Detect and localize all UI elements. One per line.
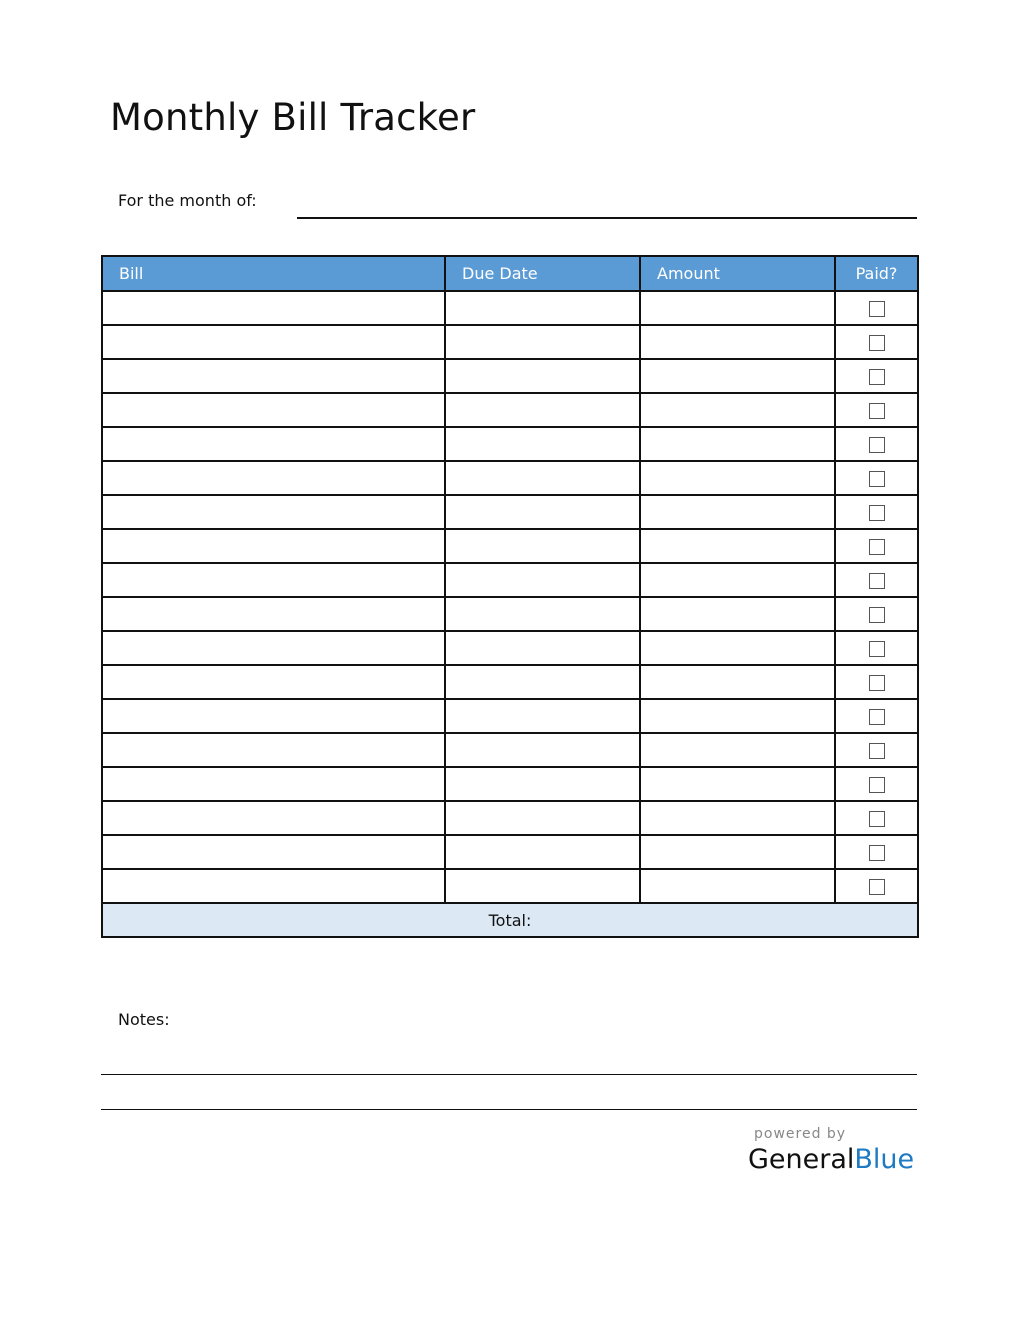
- bill-cell[interactable]: [102, 801, 445, 835]
- paid-cell[interactable]: [835, 325, 918, 359]
- amount-cell[interactable]: [640, 631, 835, 665]
- bill-cell[interactable]: [102, 291, 445, 325]
- due-date-cell[interactable]: [445, 699, 640, 733]
- amount-cell[interactable]: [640, 801, 835, 835]
- paid-checkbox[interactable]: [869, 437, 885, 453]
- bill-table: [101, 255, 919, 938]
- paid-checkbox[interactable]: [869, 675, 885, 691]
- notes-line-1[interactable]: [101, 1074, 917, 1075]
- table-row: [102, 767, 918, 801]
- table-row: [102, 801, 918, 835]
- due-date-cell[interactable]: [445, 869, 640, 903]
- due-date-cell[interactable]: [445, 563, 640, 597]
- paid-checkbox[interactable]: [869, 505, 885, 521]
- amount-cell[interactable]: [640, 869, 835, 903]
- paid-checkbox[interactable]: [869, 879, 885, 895]
- table-row: [102, 325, 918, 359]
- paid-checkbox[interactable]: [869, 607, 885, 623]
- amount-cell[interactable]: [640, 835, 835, 869]
- amount-cell[interactable]: [640, 461, 835, 495]
- paid-cell[interactable]: [835, 291, 918, 325]
- table-row: [102, 529, 918, 563]
- amount-cell[interactable]: [640, 325, 835, 359]
- total-label: Total:: [488, 910, 532, 930]
- total-cell: [102, 903, 918, 937]
- amount-cell[interactable]: [640, 359, 835, 393]
- bill-cell[interactable]: [102, 427, 445, 461]
- bill-cell[interactable]: [102, 869, 445, 903]
- due-date-cell[interactable]: [445, 767, 640, 801]
- amount-cell[interactable]: [640, 665, 835, 699]
- paid-checkbox[interactable]: [869, 709, 885, 725]
- table-header-row: [102, 256, 918, 291]
- table-row: [102, 291, 918, 325]
- column-header-amount: Amount: [640, 256, 835, 291]
- bill-cell[interactable]: [102, 767, 445, 801]
- table-row: [102, 495, 918, 529]
- paid-cell[interactable]: [835, 529, 918, 563]
- bill-cell[interactable]: [102, 359, 445, 393]
- amount-cell[interactable]: [640, 597, 835, 631]
- brand-blue: Blue: [854, 1144, 915, 1175]
- bill-cell[interactable]: [102, 699, 445, 733]
- page-title: Monthly Bill Tracker: [110, 96, 476, 139]
- paid-cell[interactable]: [835, 733, 918, 767]
- column-header-paid: Paid?: [835, 256, 918, 291]
- paid-cell[interactable]: [835, 461, 918, 495]
- due-date-cell[interactable]: [445, 359, 640, 393]
- due-date-cell[interactable]: [445, 495, 640, 529]
- bill-cell[interactable]: [102, 665, 445, 699]
- paid-cell[interactable]: [835, 699, 918, 733]
- paid-checkbox[interactable]: [869, 369, 885, 385]
- column-header-bill: Bill: [102, 256, 445, 291]
- amount-cell[interactable]: [640, 733, 835, 767]
- paid-checkbox[interactable]: [869, 641, 885, 657]
- paid-checkbox[interactable]: [869, 335, 885, 351]
- bill-cell[interactable]: [102, 461, 445, 495]
- due-date-cell[interactable]: [445, 733, 640, 767]
- paid-cell[interactable]: [835, 631, 918, 665]
- amount-cell[interactable]: [640, 563, 835, 597]
- bill-cell[interactable]: [102, 393, 445, 427]
- table-row: [102, 563, 918, 597]
- paid-cell[interactable]: [835, 835, 918, 869]
- amount-cell[interactable]: [640, 393, 835, 427]
- paid-checkbox[interactable]: [869, 777, 885, 793]
- paid-cell[interactable]: [835, 801, 918, 835]
- amount-cell[interactable]: [640, 427, 835, 461]
- paid-checkbox[interactable]: [869, 743, 885, 759]
- due-date-cell[interactable]: [445, 427, 640, 461]
- notes-label: Notes:: [118, 1010, 170, 1029]
- due-date-cell[interactable]: [445, 597, 640, 631]
- bill-cell[interactable]: [102, 835, 445, 869]
- brand-general: General: [748, 1144, 855, 1175]
- paid-cell[interactable]: [835, 563, 918, 597]
- table-row: [102, 869, 918, 903]
- bill-cell[interactable]: [102, 563, 445, 597]
- paid-cell[interactable]: [835, 597, 918, 631]
- table-row: [102, 733, 918, 767]
- notes-line-2[interactable]: [101, 1109, 917, 1110]
- paid-cell[interactable]: [835, 869, 918, 903]
- amount-cell[interactable]: [640, 529, 835, 563]
- table-row: [102, 597, 918, 631]
- bill-cell[interactable]: [102, 631, 445, 665]
- amount-cell[interactable]: [640, 767, 835, 801]
- paid-checkbox[interactable]: [869, 811, 885, 827]
- total-row: [102, 903, 918, 937]
- table-row: [102, 699, 918, 733]
- table-row: [102, 665, 918, 699]
- table-row: [102, 393, 918, 427]
- brand-logo: [748, 1144, 914, 1175]
- table-row: [102, 427, 918, 461]
- due-date-cell[interactable]: [445, 291, 640, 325]
- due-date-cell[interactable]: [445, 461, 640, 495]
- table-row: [102, 835, 918, 869]
- paid-cell[interactable]: [835, 393, 918, 427]
- paid-cell[interactable]: [835, 359, 918, 393]
- column-header-due-date: Due Date: [445, 256, 640, 291]
- bill-cell[interactable]: [102, 597, 445, 631]
- paid-checkbox[interactable]: [869, 403, 885, 419]
- table-row: [102, 461, 918, 495]
- due-date-cell[interactable]: [445, 835, 640, 869]
- table-row: [102, 359, 918, 393]
- due-date-cell[interactable]: [445, 631, 640, 665]
- bill-cell[interactable]: [102, 495, 445, 529]
- paid-checkbox[interactable]: [869, 471, 885, 487]
- amount-cell[interactable]: [640, 291, 835, 325]
- bill-cell[interactable]: [102, 529, 445, 563]
- paid-cell[interactable]: [835, 427, 918, 461]
- month-input-line[interactable]: [297, 217, 917, 219]
- bill-cell[interactable]: [102, 325, 445, 359]
- paid-checkbox[interactable]: [869, 539, 885, 555]
- paid-cell[interactable]: [835, 665, 918, 699]
- due-date-cell[interactable]: [445, 529, 640, 563]
- amount-cell[interactable]: [640, 495, 835, 529]
- due-date-cell[interactable]: [445, 665, 640, 699]
- paid-checkbox[interactable]: [869, 301, 885, 317]
- due-date-cell[interactable]: [445, 325, 640, 359]
- paid-checkbox[interactable]: [869, 845, 885, 861]
- bill-cell[interactable]: [102, 733, 445, 767]
- paid-cell[interactable]: [835, 495, 918, 529]
- due-date-cell[interactable]: [445, 393, 640, 427]
- amount-cell[interactable]: [640, 699, 835, 733]
- paid-cell[interactable]: [835, 767, 918, 801]
- table-row: [102, 631, 918, 665]
- due-date-cell[interactable]: [445, 801, 640, 835]
- month-label: For the month of:: [118, 191, 257, 210]
- powered-by-text: powered by: [754, 1126, 847, 1142]
- paid-checkbox[interactable]: [869, 573, 885, 589]
